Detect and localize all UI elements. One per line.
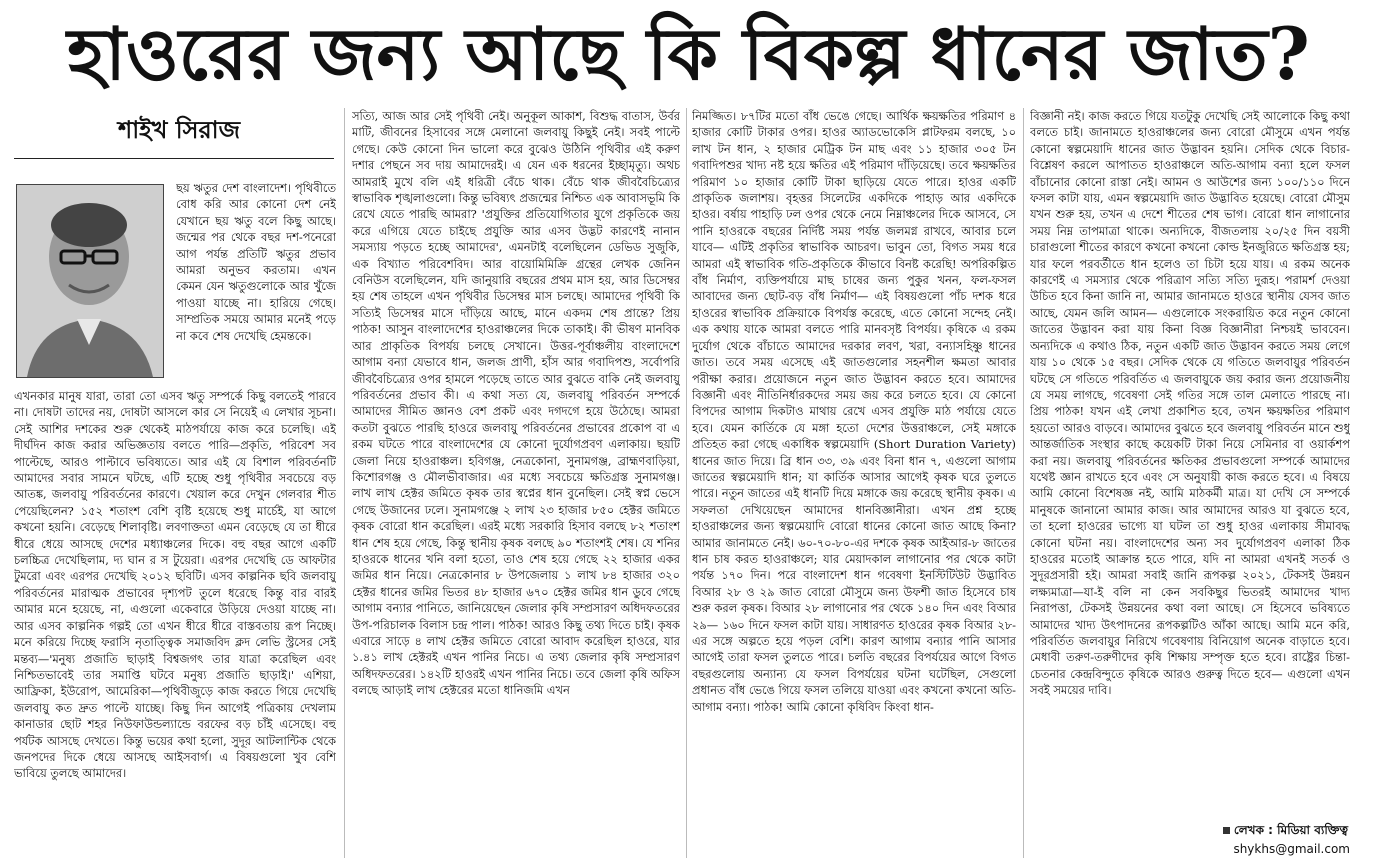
column-divider [1023, 108, 1024, 858]
article-headline: হাওরের জন্য আছে কি বিকল্প ধানের জাত? [67, 11, 1310, 96]
intro-paragraph: ছয় ঋতুর দেশ বাংলাদেশ। পৃথিবীতে বোধ করি আর কোনো দেশ নেই যেখানে ছয় ঋতু বলে কিছু আছে। জন্মের পর থেকে বছর দশ-পনেরো আগ পর্যন্ত প্রতিটি ঋতুর প্রভাব আমরা অনুভব করতাম। এখন কেমন যেন ঋতুগুলোকে আর খুঁজে পাওয়া যাচ্ছে না। হারিয়ে গেছে। সাম্প্রতিক সময়ে আমার মনেই পড়ে না কবে শেষ দেখেছি হেমন্তকে। [176, 181, 336, 343]
author-credit-text: লেখক : মিডিয়া ব্যক্তিত্ব [1233, 823, 1348, 837]
column-2-text: সত্যি, আজ আর সেই পৃথিবী নেই। অনুকূল আকাশ, বিশুদ্ধ বাতাস, উর্বর মাটি, জীবনের হিসাবের সঙ্গে মেলানো জলবায়ু কিছুই নেই। সবই পাল্টে গেছে। কেউ কোনো দিন ভালো করে বুঝেও উঠিনি পৃথিবীর এই করুণ দশার পেছনে সব দায় আমাদেরই। এ যেন এক ধরনের ইচ্ছামৃত্যু। অথচ আমরাই মুখে বলি এই ধরিত্রী বেঁচে থাক। বেঁচে থাক জীববৈচিত্র্যের স্বাভাবিক শৃঙ্খলাগুলো। কিন্তু ভবিষ্যৎ প্রজন্মের নিশ্চিত এক আবাসভূমি কি রেখে যেতে পারছি আমরা? 'প্রযুক্তির প্রতিযোগিতার যুগে প্রকৃতিকে জয় করে এগিয়ে যেতে চাইছে প্রযুক্তি আর এসব উদ্ভট কারণেই নানান সমস্যায় পড়তে হচ্ছে আমাদের', এমনটাই বলেছিলেন ডেভিড সুজুকি, এক বিখ্যাত পরিবেশবিদ। আর বায়োমিমিক্রি গ্রন্থের লেখক জেনিন বেনিউস বলেছিলেন, যদি জানুয়ারি বছরের প্রথম মাস হয়, আর ডিসেম্বর হয় শেষ তাহলে এখন পৃথিবীর ডিসেম্বর মাস চলছে। আমাদের পৃথিবী কি সত্যিই ডিসেম্বর মাসে দাঁড়িয়ে আছে, মানে একদম শেষ প্রান্তে? প্রিয় পাঠক! আসুন বাংলাদেশের হাওরাঞ্চলের দিকে তাকাই। কী ভীষণ মানবিক আর প্রাকৃতিক বিপর্যয় চলছে সেখানে। উত্তর-পূর্বাঞ্চলীয় বাংলাদেশে আগাম বন্যা যেভাবে ধান, জলজ প্রাণী, হাঁস আর গবাদিপশু, সর্বোপরি জীববৈচিত্র্যের ওপর হামলে পড়েছে তাতে আর বুঝতে বাকি নেই জলবায়ু পরিবর্তনের প্রভাব কী। এ কথা সত্য যে, জলবায়ু পরিবর্তন সম্পর্কে আমাদের সীমিত জ্ঞানও বেশ প্রকট এবং দগদগে হয়ে উঠেছে। আমরা কতটা বুঝতে পারছি হাওরে জলবায়ু পরিবর্তনের প্রভাবের প্রকোপ বা এ রকম ঘটতে পারে বাংলাদেশের যে কোনো দুর্যোগপ্রবণ এলাকায়। ছয়টি জেলা নিয়ে হাওরাঞ্চল। হবিগঞ্জ, নেত্রকোনা, সুনামগঞ্জ, ব্রাহ্মণবাড়িয়া, কিশোরগঞ্জ ও মৌলভীবাজার। এর মধ্যে সবচেয়ে ক্ষতিগ্রস্ত সুনামগঞ্জ। লাখ লাখ হেক্টর জমিতে কৃষক তার স্বপ্নের ধান বুনেছিল। সেই স্বপ্ন ভেসে গেছে উজানের ঢলে। সুনামগঞ্জে ২ লাখ ২৩ হাজার ৮৫০ হেক্টর জমিতে কৃষক বোরো ধান করেছিল। এরই মধ্যে সরকারি হিসাব বলছে ৮২ শতাংশ ধান শেষ হয়ে গেছে, কিন্তু স্থানীয় কৃষক বলছে ৯০ শতাংশই শেষ। যে শনির হাওরকে ধানের খনি বলা হতো, তাও শেষ হয়ে গেছে ২২ হাজার একর জমির ধান নিয়ে। নেত্রকোনার ৮ উপজেলায় ১ লাখ ৮৪ হাজার ৩২০ হেক্টর ধানের জমির ভিতর ৪৮ হাজার ৬৭০ হেক্টর জমির ধান ডুবে গেছে আগাম বন্যার পানিতে, জানিয়েছেন জেলার কৃষি সম্প্রসারণ অধিদফতরের উপ-পরিচালক বিলাস চন্দ্র পাল। পাঠক! আরও কিছু তথ্য দিতে চাই। কৃষক এবারে সাড়ে ৪ লাখ হেক্টর জমিতে বোরো আবাদ করেছিল হাওরে, যার ১.৪১ লাখ হেক্টরই এখন পানির নিচে। এ তথ্য জেলার কৃষি সম্প্রসারণ অধিদফতরের। ১৪২টি হাওরই এখন পানির নিচে। তবে জেলা কৃষি অফিস বলছে আড়াই লাখ হেক্টরের মতো ধানিজমি এখন [352, 109, 680, 698]
author-email: shykhs@gmail.com [1233, 842, 1350, 856]
bullet-square-icon [1223, 827, 1230, 834]
author-byline: শাইখ সিরাজ [118, 115, 241, 144]
article-column-3 [692, 108, 1016, 860]
byline-divider [14, 158, 334, 159]
article-column-2 [352, 108, 680, 860]
article-column-4 [1030, 108, 1350, 826]
article-intro [176, 180, 336, 388]
author-credit [1188, 822, 1348, 840]
column-4-text: বিজ্ঞানী নই। কাজ করতে গিয়ে যতটুকু দেখেছি সেই আলোকে কিছু কথা বলতে চাই। জানামতে হাওরাঞ্চলের জন্য বোরো মৌসুমে এখন পর্যন্ত কোনো স্বল্পমেয়াদি ধানের জাত উদ্ভাবন হয়নি। সেদিক থেকে বিচার-বিশ্লেষণ করলে আপাতত হাওরাঞ্চলে অতি-আগাম বন্যা হলে ফসল বাঁচানোর কোনো রাস্তা নেই। আমন ও আউশের জন্য ১০০/১১০ দিনে ফসল কাটা যায়, এমন স্বল্পমেয়াদি জাত উদ্ভাবিত হয়েছে। বোরো মৌসুম যখন শুরু হয়, তখন এ দেশে শীতের শেষ ভাগ। বোরো ধান লাগানোর সময় নিম্ন তাপমাত্রা থাকে। অন্যদিকে, বীজতলায় ২০/২৫ দিন বয়সী চারাগুলো শীতের কারণে কখনো কখনো কোল্ড ইনজুরিতে ক্ষতিগ্রস্ত হয়; যার ফলে পরবর্তীতে ধান হলেও তা চিটা হয়ে যায়। এ রকম অনেক কারণেই এ সমস্যার থেকে পরিত্রাণ সত্যি সত্যি দুরূহ। পরামর্শ দেওয়া উচিত হবে কিনা জানি না, আমার জানামতে হাওরে স্থানীয় যেসব জাত আছে, যেমন জলি আমন— এগুলোকে সংকরায়িত করে নতুন কোনো জাতের উদ্ভাবন করা যায় কিনা বিজ্ঞ বিজ্ঞানীরা নিশ্চয়ই ভাববেন। অন্যদিকে এ কথাও ঠিক, নতুন একটি জাত উদ্ভাবন করতে সময় লেগে যায় ১০ থেকে ১৫ বছর। সেদিক থেকে যে গতিতে জলবায়ুর পরিবর্তন ঘটছে সে গতিতে পরিবর্তিত এ জলবায়ুকে জয় করার জন্য প্রয়োজনীয় যে সময় লাগছে, গবেষণা সেই গতির সঙ্গে তাল মেলাতে পারছে না। প্রিয় পাঠক! যখন এই লেখা প্রকাশিত হবে, তখন ক্ষয়ক্ষতির পরিমাণ হয়তো আরও বাড়বে। আমাদের বুঝতে হবে জলবায়ু পরিবর্তন মানে শুধু আন্তর্জাতিক সংস্থার কাছে কয়েকটি টাকা নিয়ে সেমিনার বা ওয়ার্কশপ করা নয়। জলবায়ু পরিবর্তনের ক্ষতিকর প্রভাবগুলো সম্পর্কে আমাদের যথেষ্ট জ্ঞান রাখতে হবে এবং সে অনুযায়ী কাজ করতে হবে। এ বিষয়ে আমি কোনো বিশেষজ্ঞ নই, আমি মাঠকর্মী মাত্র। যা দেখি সে সম্পর্কে মানুষকে জানানো আমার কাজ। আর আমাদের আরও যা বুঝতে হবে, তা হলো হাওরের ভাগ্যে যা ঘটল তা শুধু হাওর এলাকায় সীমাবদ্ধ কোনো ঘটনা নয়। বাংলাদেশের অন্য সব দুর্যোগপ্রবণ এলাকা ঠিক হাওরের মতোই আক্রান্ত হতে পারে, যদি না আমরা এখনই সতর্ক ও সুদূরপ্রসারী হই। আমরা সবাই জানি রূপকল্প ২০২১, টেকসই উন্নয়ন লক্ষ্যমাত্রা—যা-ই বলি না কেন সবকিছুর ভিতরই আমাদের খাদ্য নিরাপত্তা, টেকসই উন্নয়নের কথা বলা আছে। সে হিসেবে ভবিষ্যতে আমাদের খাদ্য উৎপাদনের রূপকল্পটিও আঁকা আছে। আমি মনে করি, পরিবর্তিত জলবায়ুর নিরিখে গবেষণায় বিনিয়োগ অনেক বাড়াতে হবে। মেধাবী তরুণ-তরুণীদের কৃষি শিক্ষায় সম্পৃক্ত হতে হবে। রাষ্ট্রের চিন্তা-চেতনার কেন্দ্রবিন্দুতে কৃষিকে আরও গুরুত্ব দিতে হবে— এগুলো এখন সবই সময়ের দাবি। [1030, 109, 1350, 698]
column-3-text: নিমজ্জিত। ৮৭টির মতো বাঁধ ভেঙে গেছে। আর্থিক ক্ষয়ক্ষতির পরিমাণ ৪ হাজার কোটি টাকার ওপর। হাওর অ্যাডভোকেসি প্লাটফরম বলছে, ১০ লাখ টন ধান, ২ হাজার মেট্রিক টন মাছ এবং ১১ হাজার ৩০৫ টন গবাদিপশুর খাদ্য নষ্ট হয়ে ক্ষতির এই পরিমাণ দাঁড়িয়েছে। তবে ক্ষয়ক্ষতির পরিমাণ ১০ হাজার কোটি টাকা ছাড়িয়ে যেতে পারে। হাওর একটি প্রাকৃতিক জলাশয়। বৃহত্তর সিলেটের একদিকে পাহাড় আর একদিকে হাওর। বর্ষায় পাহাড়ি ঢল ওপর থেকে নেমে নিম্নাঞ্চলের দিকে আসবে, সে পানি হাওরকে বছরের নির্দিষ্ট সময় পর্যন্ত জলমগ্ন রাখবে, আবার চলে যাবে— এটিই প্রকৃতির স্বাভাবিক আচরণ। ভাবুন তো, বিগত সময় ধরে আমরা এই স্বাভাবিক গতি-প্রকৃতিকে কীভাবে বিনষ্ট করেছি! অপরিকল্পিত বাঁধ নির্মাণ, ব্যক্তিপর্যায়ে মাছ চাষের জন্য পুকুর খনন, ফল-ফসল আবাদের জন্য ছোট-বড় বাঁধ নির্মাণ— এই বিষয়গুলো পাঁচ দশক ধরে হাওরের স্বাভাবিক প্রক্রিয়াকে বিপর্যস্ত করেছে, এতে কোনো সন্দেহ নেই। এক কথায় যাকে আমরা বলতে পারি মানবসৃষ্ট বিপর্যয়। কৃষিকে এ রকম দুর্যোগ থেকে বাঁচাতে আমাদের দরকার লবণ, খরা, বন্যাসহিষ্ণু ধানের জাত। তবে সময় এসেছে এই জাতগুলোর সহনশীল ক্ষমতা আবার পরীক্ষা করার। প্রয়োজনে নতুন জাত উদ্ভাবন করতে হবে। আমাদের বিজ্ঞানী এবং নীতিনির্ধারকদের সময় জয় করে চলতে হবে। যে কোনো বিপদের আগাম দিকটাও মাথায় রেখে এসব প্রযুক্তি মাঠ পর্যায়ে যেতে হবে। যেমন কার্তিকে যে মঙ্গা হতো দেশের উত্তরাঞ্চলে, সেই মঙ্গাকে প্রতিহত করা গেছে একাধিক স্বল্পমেয়াদি (Short Duration Variety) ধানের জাত দিয়ে। ব্রি ধান ৩৩, ৩৯ এবং বিনা ধান ৭, এগুলো আগাম জাতের স্বল্পমেয়াদি ধান; যা কার্তিক আসার আগেই কৃষক ঘরে তুলতে পারে। নতুন জাতের এই ধানটি দিয়ে মঙ্গাকে জয় করেছে স্থানীয় কৃষক। এ সফলতা দেখিয়েছেন আমাদের ধানবিজ্ঞানীরা। এখন প্রশ্ন হচ্ছে হাওরাঞ্চলের জন্য স্বল্পমেয়াদি বোরো ধানের কোনো জাত আছে কিনা? আমার জানামতে নেই। ৬০-৭০-৮০-এর দশকে কৃষক আইআর-৮ জাতের ধান চাষ করত হাওরাঞ্চলে; যার মেয়াদকাল লাগানোর পর থেকে কাটা পর্যন্ত ১৭০ দিন। পরে বাংলাদেশ ধান গবেষণা ইনস্টিটিউট উদ্ভাবিত বিআর ২৮ ও ২৯ জাত বোরো মৌসুমে জন্য উফশী জাত হিসেবে চাষ শুরু করল কৃষক। বিআর ২৮ লাগানোর পর থেকে ১৪০ দিন এবং বিআর ২৯— ১৬০ দিনে ফসল কাটা যায়। সাধারণত হাওরের কৃষক বিআর ২৮-এর সঙ্গে অল্পতে হয়ে পড়ল বেশি। কারণ আগাম বন্যার পানি আসার আগেই তারা ফসল তুলতে পারে। চলতি বছরের বিপর্যয়ের আগে বিগত বছরগুলোয় অন্যান্য যে ফসল বিপর্যয়ের ঘটনা ঘটেছিল, সেগুলো প্রধানত বাঁধ ভেঙে গিয়ে ফসল তলিয়ে যাওয়া এবং কখনো কখনো অতি-আগাম বন্যা। পাঠক! আমি কোনো কৃষিবিদ কিংবা ধান- [692, 109, 1016, 714]
column-divider [686, 108, 687, 858]
author-photo [16, 184, 164, 378]
article-column-1 [14, 388, 336, 860]
column-1-text: এখনকার মানুষ যারা, তারা তো এসব ঋতু সম্পর্কে কিছু বলতেই পারবে না। দোষটা তাদের নয়, দোষটা আসলে কার সে নিয়েই এ লেখার সূচনা। সেই আশির দশকের শুরু থেকেই মাঠপর্যায়ে কাজ করে চলেছি। এই দীর্ঘদিন কাজ করার অভিজ্ঞতায় বলতে পারি—প্রকৃতি, পরিবেশ সব পাল্টেছে, আরও পাল্টাবে ভবিষ্যতে। আর এই যে বিশাল পরিবর্তনটি আমাদের সবার সামনে ঘটছে, এটি হচ্ছে শুধু পৃথিবীর সবচেয়ে বড় আতঙ্ক, জলবায়ু পরিবর্তনের কারণে। খেয়াল করে দেখুন গেলবার শীত পেয়েছিলেন? ১৫২ শতাংশ বেশি বৃষ্টি হয়েছে শুধু মার্চেই, যা আগে কখনো হয়নি। বেড়েছে শিলাবৃষ্টি। লবণাক্ততা এমন বেড়েছে যে তা ধীরে ধীরে ধেয়ে আসছে দেশের মধ্যাঞ্চলের দিকে। বহু বছর আগে একটি চলচ্চিত্র দেখেছিলাম, দ্য ঘান র স টুয়েরা। এরপর দেখেছি ডে আফটার টুমরো এবং এরপর দেখেছি ২০১২ ছবিটি। এসব কাল্পনিক ছবি জলবায়ু পরিবর্তনের মারাত্মক প্রভাবের দৃশ্যপট তুলে ধরেছে কিন্তু বার বারই আমার মনে হয়েছে, না, এগুলো একেবারে উড়িয়ে দেওয়া যাচ্ছে না। আর এসব কাল্পনিক গল্পই তো এখন ধীরে ধীরে বাস্তবতায় রূপ নিচ্ছে। মনে করিয়ে দিচ্ছে ফরাসি নৃতাত্ত্বিক সমাজবিদ ক্লদ লেভি স্ট্রসের সেই মন্তব্য—'মনুষ্য প্রজাতি ছাড়াই বিশ্বজগৎ তার যাত্রা করেছিল এবং নিশ্চিতভাবেই তার সমাপ্তি ঘটবে মনুষ্য প্রজাতি ছাড়াই।' এশিয়া, আফ্রিকা, ইউরোপ, আমেরিকা—পৃথিবীজুড়ে কাজ করতে গিয়ে দেখেছি জলবায়ু কত দ্রুত পাল্টে যাচ্ছে। কিছু দিন আগেই পত্রিকায় দেখলাম কানাডার ছোট শহর নিউফাউন্ডল্যান্ডে বরফের বড় চাঁই এসেছে। বহু পর্যটক আসছে দেখতে। কিন্তু ভয়ের কথা হলো, সুদূর আটলান্টিক থেকে জনপদের দিকে ধেয়ে আসছে আইসবার্গ। এ বিষয়গুলো খুব বেশি ভাবিয়ে তুলছে আমাদের। [14, 389, 336, 781]
column-divider [344, 108, 345, 858]
